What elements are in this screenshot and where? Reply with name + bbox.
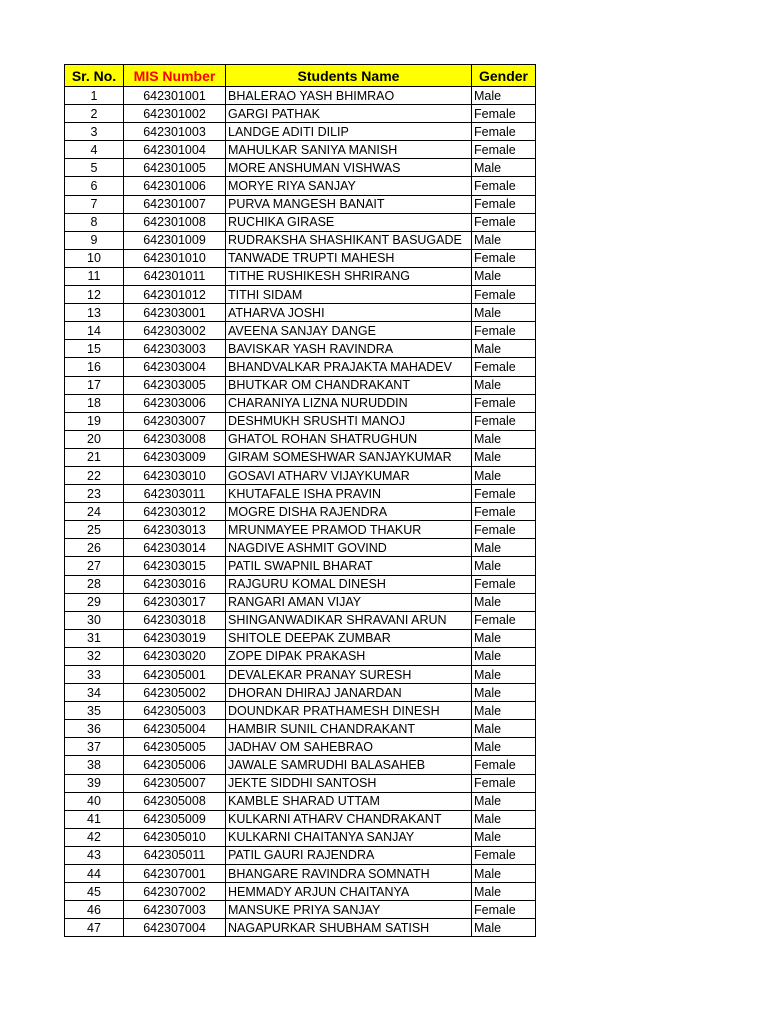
mis-number-cell: 642303014 (124, 539, 226, 557)
student-name-cell: BHANDVALKAR PRAJAKTA MAHADEV (226, 358, 472, 376)
gender-cell: Male (472, 376, 536, 394)
gender-cell: Male (472, 792, 536, 810)
gender-cell: Male (472, 448, 536, 466)
student-name-cell: RUCHIKA GIRASE (226, 213, 472, 231)
gender-cell: Female (472, 249, 536, 267)
table-row (65, 666, 536, 684)
table-row (65, 485, 536, 503)
gender-header: Gender (472, 65, 536, 87)
gender-cell: Female (472, 485, 536, 503)
sr-no-cell: 28 (65, 575, 124, 593)
student-name-cell: KHUTAFALE ISHA PRAVIN (226, 485, 472, 503)
student-name-cell: NAGAPURKAR SHUBHAM SATISH (226, 919, 472, 937)
mis-number-cell: 642303003 (124, 340, 226, 358)
mis-number-cell: 642301006 (124, 177, 226, 195)
gender-cell: Female (472, 195, 536, 213)
table-row (65, 123, 536, 141)
sr-no-cell: 30 (65, 611, 124, 629)
student-name-cell: PURVA MANGESH BANAIT (226, 195, 472, 213)
mis-number-cell: 642303011 (124, 485, 226, 503)
student-name-cell: KULKARNI CHAITANYA SANJAY (226, 828, 472, 846)
table-row (65, 231, 536, 249)
table-row (65, 141, 536, 159)
sr-no-cell: 1 (65, 87, 124, 105)
student-name-cell: GHATOL ROHAN SHATRUGHUN (226, 430, 472, 448)
mis-number-cell: 642305009 (124, 810, 226, 828)
table-row (65, 322, 536, 340)
sr-no-cell: 3 (65, 123, 124, 141)
gender-cell: Female (472, 394, 536, 412)
sr-no-cell: 35 (65, 702, 124, 720)
student-name-cell: DOUNDKAR PRATHAMESH DINESH (226, 702, 472, 720)
student-name-cell: LANDGE ADITI DILIP (226, 123, 472, 141)
sr-no-cell: 21 (65, 448, 124, 466)
student-name-cell: SHITOLE DEEPAK ZUMBAR (226, 629, 472, 647)
student-name-cell: DEVALEKAR PRANAY SURESH (226, 666, 472, 684)
mis-number-cell: 642303001 (124, 304, 226, 322)
sr-no-cell: 31 (65, 629, 124, 647)
gender-cell: Male (472, 647, 536, 665)
mis-number-cell: 642301012 (124, 286, 226, 304)
gender-cell: Male (472, 919, 536, 937)
table-row (65, 575, 536, 593)
table-row (65, 412, 536, 430)
sr-no-cell: 17 (65, 376, 124, 394)
table-body (65, 87, 536, 937)
sr-no-cell: 34 (65, 684, 124, 702)
mis-number-cell: 642307002 (124, 883, 226, 901)
gender-cell: Male (472, 593, 536, 611)
sr-no-header: Sr. No. (65, 65, 124, 87)
gender-cell: Female (472, 358, 536, 376)
student-name-cell: TITHE RUSHIKESH SHRIRANG (226, 267, 472, 285)
sr-no-cell: 36 (65, 720, 124, 738)
student-name-cell: KULKARNI ATHARV CHANDRAKANT (226, 810, 472, 828)
gender-cell: Female (472, 141, 536, 159)
table-row (65, 177, 536, 195)
gender-cell: Female (472, 521, 536, 539)
mis-number-cell: 642305011 (124, 846, 226, 864)
sr-no-cell: 25 (65, 521, 124, 539)
table-row (65, 846, 536, 864)
student-list-table (64, 64, 536, 937)
gender-cell: Female (472, 286, 536, 304)
mis-number-cell: 642303018 (124, 611, 226, 629)
sr-no-cell: 33 (65, 666, 124, 684)
students-name-header: Students Name (226, 65, 472, 87)
mis-number-header: MIS Number (124, 65, 226, 87)
mis-number-cell: 642303005 (124, 376, 226, 394)
table-row (65, 195, 536, 213)
student-name-cell: JEKTE SIDDHI SANTOSH (226, 774, 472, 792)
gender-cell: Male (472, 666, 536, 684)
gender-cell: Female (472, 177, 536, 195)
sr-no-cell: 14 (65, 322, 124, 340)
sr-no-cell: 23 (65, 485, 124, 503)
sr-no-cell: 16 (65, 358, 124, 376)
gender-cell: Male (472, 430, 536, 448)
gender-cell: Female (472, 901, 536, 919)
table-row (65, 720, 536, 738)
gender-cell: Male (472, 720, 536, 738)
student-name-cell: MORE ANSHUMAN VISHWAS (226, 159, 472, 177)
gender-cell: Male (472, 684, 536, 702)
table-header (65, 65, 536, 87)
table-row (65, 503, 536, 521)
table-row (65, 647, 536, 665)
table-row (65, 865, 536, 883)
table-row (65, 304, 536, 322)
gender-cell: Male (472, 231, 536, 249)
mis-number-cell: 642301011 (124, 267, 226, 285)
table-row (65, 430, 536, 448)
student-name-cell: GIRAM SOMESHWAR SANJAYKUMAR (226, 448, 472, 466)
mis-number-cell: 642307001 (124, 865, 226, 883)
table-row (65, 629, 536, 647)
sr-no-cell: 24 (65, 503, 124, 521)
sr-no-cell: 47 (65, 919, 124, 937)
student-name-cell: BHALERAO YASH BHIMRAO (226, 87, 472, 105)
table-row (65, 810, 536, 828)
sr-no-cell: 46 (65, 901, 124, 919)
student-name-cell: GARGI PATHAK (226, 105, 472, 123)
student-name-cell: HEMMADY ARJUN CHAITANYA (226, 883, 472, 901)
table-row (65, 883, 536, 901)
mis-number-cell: 642305005 (124, 738, 226, 756)
sr-no-cell: 39 (65, 774, 124, 792)
sr-no-cell: 6 (65, 177, 124, 195)
sr-no-cell: 19 (65, 412, 124, 430)
mis-number-cell: 642303007 (124, 412, 226, 430)
gender-cell: Female (472, 503, 536, 521)
gender-cell: Female (472, 105, 536, 123)
table-row (65, 828, 536, 846)
gender-cell: Male (472, 87, 536, 105)
mis-number-cell: 642301004 (124, 141, 226, 159)
student-name-cell: JADHAV OM SAHEBRAO (226, 738, 472, 756)
gender-cell: Male (472, 810, 536, 828)
student-name-cell: MRUNMAYEE PRAMOD THAKUR (226, 521, 472, 539)
gender-cell: Female (472, 412, 536, 430)
student-name-cell: ATHARVA JOSHI (226, 304, 472, 322)
gender-cell: Female (472, 213, 536, 231)
sr-no-cell: 9 (65, 231, 124, 249)
table-row (65, 756, 536, 774)
student-name-cell: JAWALE SAMRUDHI BALASAHEB (226, 756, 472, 774)
gender-cell: Male (472, 557, 536, 575)
mis-number-cell: 642307004 (124, 919, 226, 937)
gender-cell: Male (472, 883, 536, 901)
student-name-cell: HAMBIR SUNIL CHANDRAKANT (226, 720, 472, 738)
table-row (65, 213, 536, 231)
mis-number-cell: 642303006 (124, 394, 226, 412)
table-row (65, 702, 536, 720)
sr-no-cell: 4 (65, 141, 124, 159)
sr-no-cell: 26 (65, 539, 124, 557)
sr-no-cell: 11 (65, 267, 124, 285)
table-row (65, 521, 536, 539)
sr-no-cell: 42 (65, 828, 124, 846)
mis-number-cell: 642301005 (124, 159, 226, 177)
gender-cell: Female (472, 774, 536, 792)
student-name-cell: PATIL GAURI RAJENDRA (226, 846, 472, 864)
student-name-cell: KAMBLE SHARAD UTTAM (226, 792, 472, 810)
sr-no-cell: 44 (65, 865, 124, 883)
student-name-cell: BHANGARE RAVINDRA SOMNATH (226, 865, 472, 883)
gender-cell: Male (472, 340, 536, 358)
table-row (65, 340, 536, 358)
mis-number-cell: 642303019 (124, 629, 226, 647)
mis-number-cell: 642303013 (124, 521, 226, 539)
student-name-cell: ZOPE DIPAK PRAKASH (226, 647, 472, 665)
student-name-cell: MANSUKE PRIYA SANJAY (226, 901, 472, 919)
mis-number-cell: 642305002 (124, 684, 226, 702)
table-row (65, 792, 536, 810)
gender-cell: Male (472, 159, 536, 177)
sr-no-cell: 45 (65, 883, 124, 901)
gender-cell: Female (472, 575, 536, 593)
student-name-cell: RAJGURU KOMAL DINESH (226, 575, 472, 593)
mis-number-cell: 642303009 (124, 448, 226, 466)
table-row (65, 539, 536, 557)
table-row (65, 919, 536, 937)
mis-number-cell: 642301002 (124, 105, 226, 123)
sr-no-cell: 15 (65, 340, 124, 358)
gender-cell: Male (472, 629, 536, 647)
table-row (65, 738, 536, 756)
sr-no-cell: 18 (65, 394, 124, 412)
student-name-cell: CHARANIYA LIZNA NURUDDIN (226, 394, 472, 412)
mis-number-cell: 642303017 (124, 593, 226, 611)
sr-no-cell: 32 (65, 647, 124, 665)
mis-number-cell: 642305010 (124, 828, 226, 846)
mis-number-cell: 642303020 (124, 647, 226, 665)
gender-cell: Female (472, 322, 536, 340)
mis-number-cell: 642303008 (124, 430, 226, 448)
student-name-cell: AVEENA SANJAY DANGE (226, 322, 472, 340)
sr-no-cell: 40 (65, 792, 124, 810)
mis-number-cell: 642303010 (124, 466, 226, 484)
student-name-cell: NAGDIVE ASHMIT GOVIND (226, 539, 472, 557)
student-name-cell: RUDRAKSHA SHASHIKANT BASUGADE (226, 231, 472, 249)
student-name-cell: TANWADE TRUPTI MAHESH (226, 249, 472, 267)
gender-cell: Male (472, 828, 536, 846)
sr-no-cell: 37 (65, 738, 124, 756)
sr-no-cell: 20 (65, 430, 124, 448)
table-row (65, 901, 536, 919)
mis-number-cell: 642301008 (124, 213, 226, 231)
sr-no-cell: 29 (65, 593, 124, 611)
student-name-cell: TITHI SIDAM (226, 286, 472, 304)
sr-no-cell: 8 (65, 213, 124, 231)
table-row (65, 376, 536, 394)
gender-cell: Male (472, 865, 536, 883)
mis-number-cell: 642305001 (124, 666, 226, 684)
header-row (65, 65, 536, 87)
sr-no-cell: 41 (65, 810, 124, 828)
sr-no-cell: 2 (65, 105, 124, 123)
mis-number-cell: 642305007 (124, 774, 226, 792)
student-name-cell: DHORAN DHIRAJ JANARDAN (226, 684, 472, 702)
mis-number-cell: 642301009 (124, 231, 226, 249)
student-name-cell: GOSAVI ATHARV VIJAYKUMAR (226, 466, 472, 484)
gender-cell: Female (472, 846, 536, 864)
gender-cell: Male (472, 304, 536, 322)
gender-cell: Female (472, 611, 536, 629)
mis-number-cell: 642305008 (124, 792, 226, 810)
mis-number-cell: 642303016 (124, 575, 226, 593)
table-row (65, 249, 536, 267)
student-name-cell: RANGARI AMAN VIJAY (226, 593, 472, 611)
mis-number-cell: 642303015 (124, 557, 226, 575)
mis-number-cell: 642303002 (124, 322, 226, 340)
student-name-cell: BAVISKAR YASH RAVINDRA (226, 340, 472, 358)
sr-no-cell: 10 (65, 249, 124, 267)
gender-cell: Male (472, 466, 536, 484)
mis-number-cell: 642305006 (124, 756, 226, 774)
student-name-cell: DESHMUKH SRUSHTI MANOJ (226, 412, 472, 430)
table-row (65, 267, 536, 285)
mis-number-cell: 642307003 (124, 901, 226, 919)
gender-cell: Male (472, 738, 536, 756)
table-row (65, 593, 536, 611)
mis-number-cell: 642305003 (124, 702, 226, 720)
table-row (65, 557, 536, 575)
mis-number-cell: 642303012 (124, 503, 226, 521)
table-row (65, 394, 536, 412)
sr-no-cell: 22 (65, 466, 124, 484)
table-row (65, 684, 536, 702)
table-row (65, 286, 536, 304)
gender-cell: Male (472, 702, 536, 720)
mis-number-cell: 642301010 (124, 249, 226, 267)
mis-number-cell: 642301003 (124, 123, 226, 141)
table-row (65, 611, 536, 629)
sr-no-cell: 27 (65, 557, 124, 575)
table-row (65, 448, 536, 466)
gender-cell: Female (472, 123, 536, 141)
gender-cell: Female (472, 756, 536, 774)
mis-number-cell: 642303004 (124, 358, 226, 376)
student-name-cell: PATIL SWAPNIL BHARAT (226, 557, 472, 575)
student-name-cell: SHINGANWADIKAR SHRAVANI ARUN (226, 611, 472, 629)
student-name-cell: MOGRE DISHA RAJENDRA (226, 503, 472, 521)
table-row (65, 358, 536, 376)
sr-no-cell: 43 (65, 846, 124, 864)
sr-no-cell: 7 (65, 195, 124, 213)
gender-cell: Male (472, 267, 536, 285)
table-row (65, 105, 536, 123)
sr-no-cell: 5 (65, 159, 124, 177)
table-row (65, 466, 536, 484)
sr-no-cell: 38 (65, 756, 124, 774)
student-name-cell: MORYE RIYA SANJAY (226, 177, 472, 195)
mis-number-cell: 642301007 (124, 195, 226, 213)
mis-number-cell: 642305004 (124, 720, 226, 738)
student-name-cell: BHUTKAR OM CHANDRAKANT (226, 376, 472, 394)
gender-cell: Male (472, 539, 536, 557)
table-row (65, 774, 536, 792)
sr-no-cell: 13 (65, 304, 124, 322)
table-row (65, 87, 536, 105)
student-name-cell: MAHULKAR SANIYA MANISH (226, 141, 472, 159)
table-row (65, 159, 536, 177)
mis-number-cell: 642301001 (124, 87, 226, 105)
sr-no-cell: 12 (65, 286, 124, 304)
